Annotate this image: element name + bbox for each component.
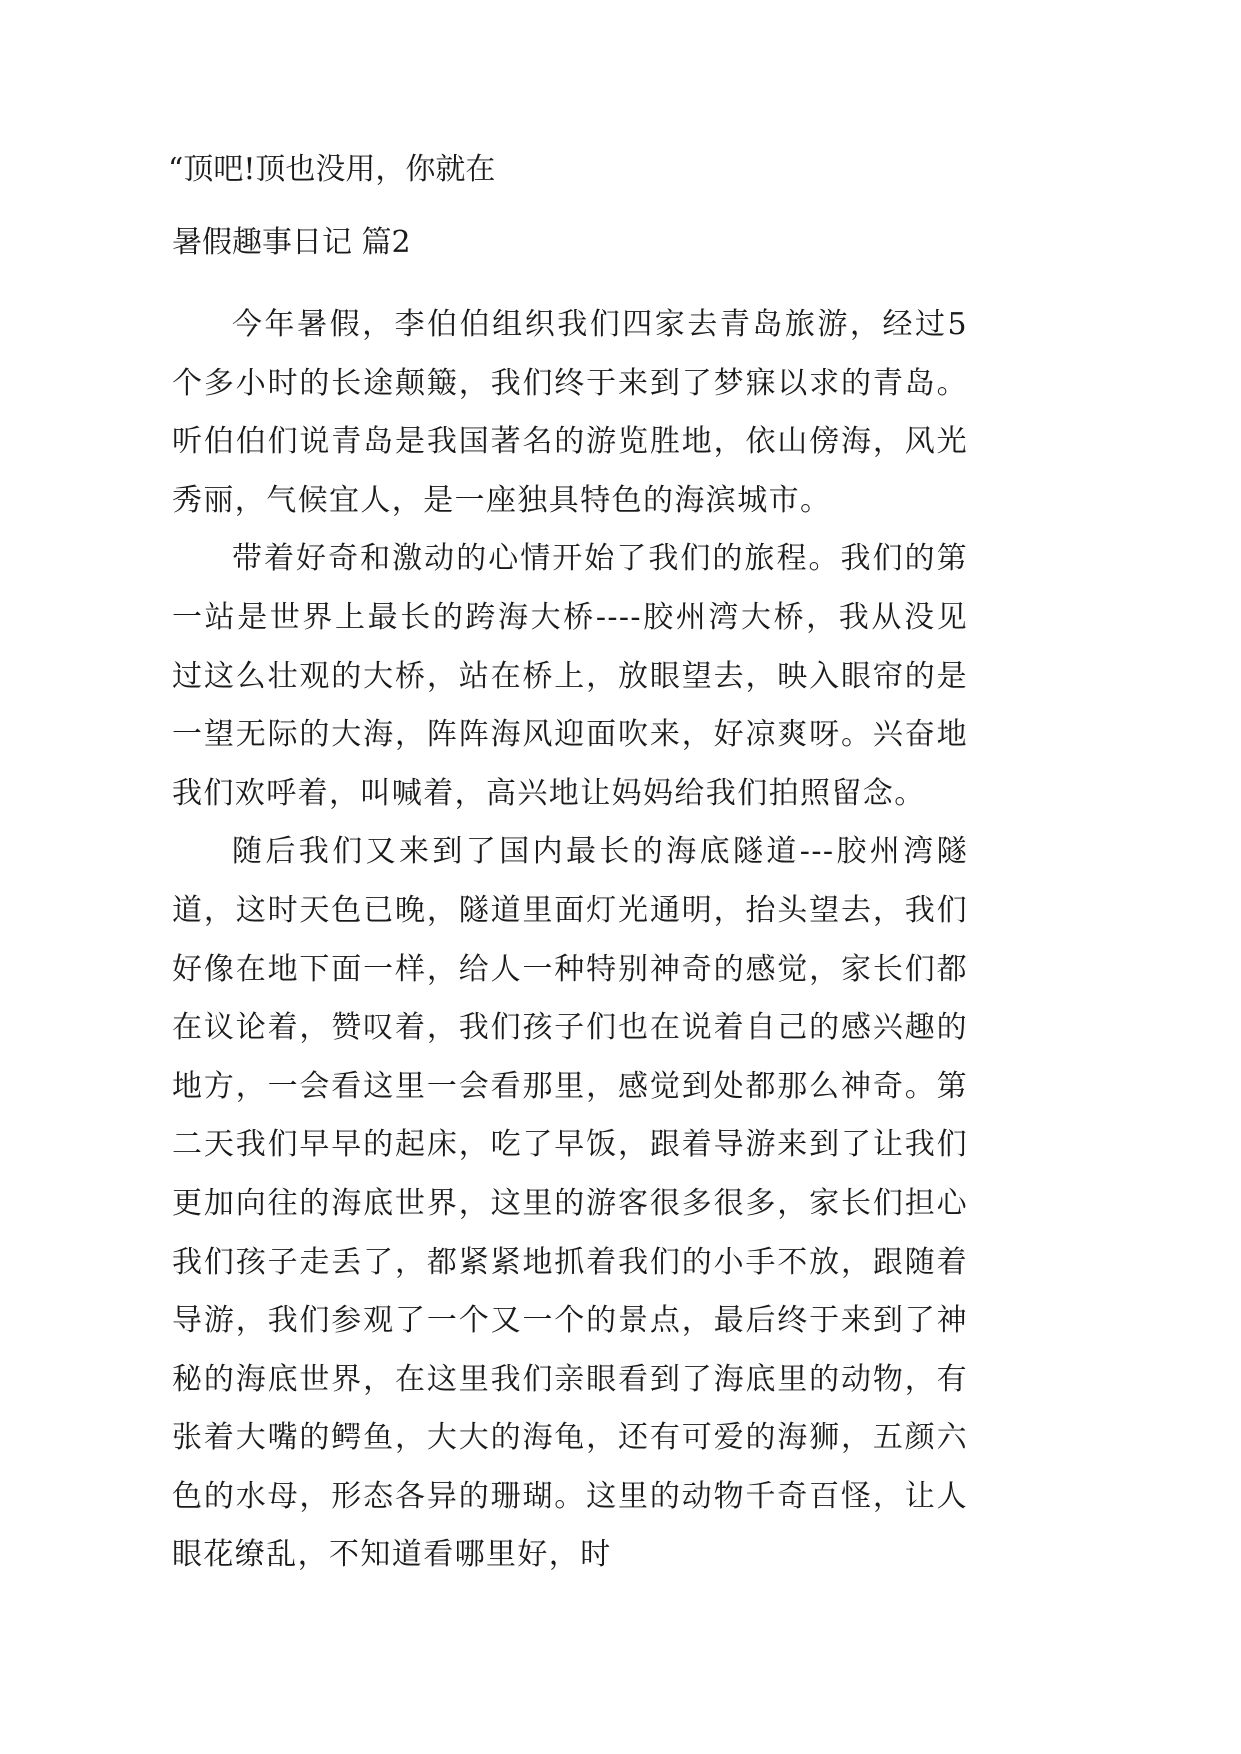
paragraph-3: 随后我们又来到了国内最长的海底隧道---胶州湾隧道，这时天色已晚，隧道里面灯光通明，抬头望去，我们好像在地下面一样，给人一种特别神奇的感觉，家长们都在议论着，赞叹着，我们孩子们也在说着自己的感兴趣的地方，一会看这里一会看那里，感觉到处都那么神奇。第二天我们早早的起床，吃了早饭，跟着导游来到了让我们更加向往的海底世界，这里的游客很多很多，家长们担心我们孩子走丢了，都紧紧地抓着我们的小手不放，跟随着导游，我们参观了一个又一个的景点，最后终于来到了神秘的海底世界，在这里我们亲眼看到了海底里的动物，有张着大嘴的鳄鱼，大大的海龟，还有可爱的海狮，五颜六色的水母，形态各异的珊瑚。这里的动物千奇百怪，让人眼花缭乱，不知道看哪里好，时 xyxy=(172,834,968,1573)
essay-body xyxy=(172,296,968,1585)
paragraph-2: 带着好奇和激动的心情开始了我们的旅程。我们的第一站是世界上最长的跨海大桥----胶州湾大桥，我从没见过这么壮观的大桥，站在桥上，放眼望去，映入眼帘的是一望无际的大海，阵阵海风迎面吹来，好凉爽呀。兴奋地我们欢呼着，叫喊着，高兴地让妈妈给我们拍照留念。 xyxy=(172,541,968,811)
section-title: 暑假趣事日记 篇2 xyxy=(172,225,411,260)
top-text-fragment: “顶吧!顶也没用，你就在 xyxy=(168,152,496,187)
paragraph-1: 今年暑假，李伯伯组织我们四家去青岛旅游，经过5个多小时的长途颠簸，我们终于来到了梦寐以求的青岛。听伯伯们说青岛是我国著名的游览胜地，依山傍海，风光秀丽，气候宜人，是一座独具特色的海滨城市。 xyxy=(172,307,968,518)
